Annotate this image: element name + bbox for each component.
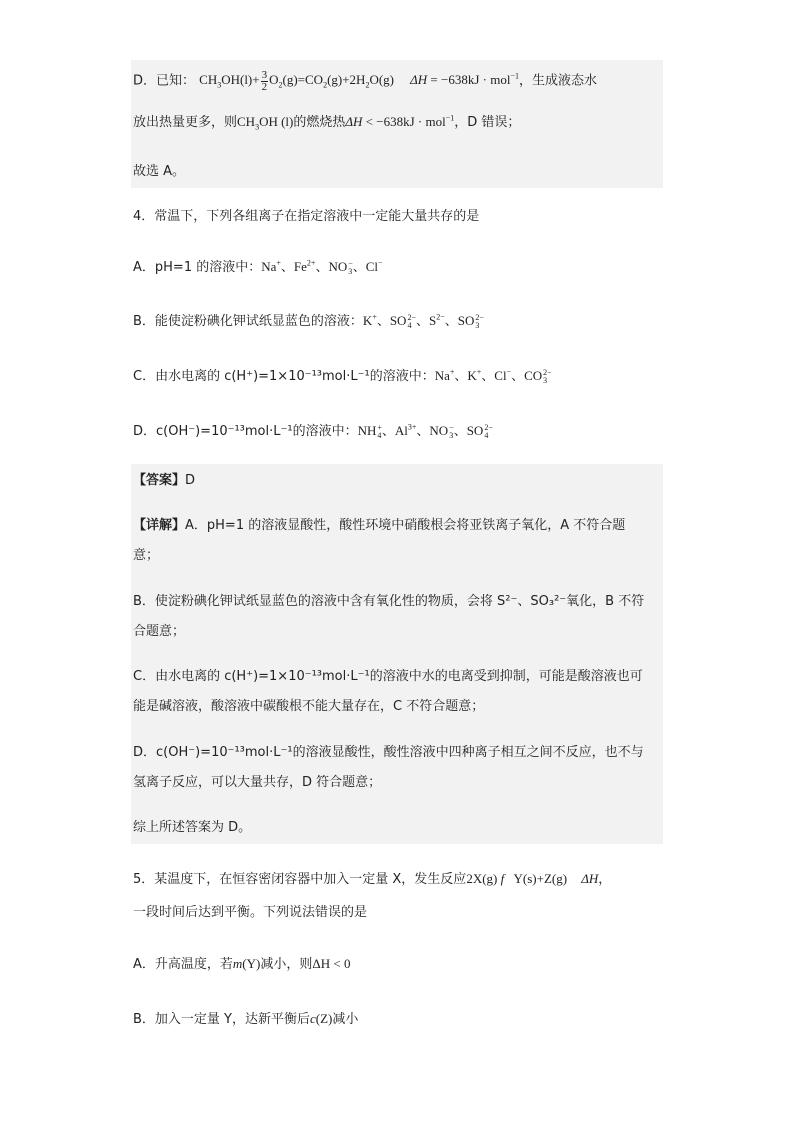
q4-option-d (133, 421, 493, 442)
detail-b-line2: 合题意； (133, 624, 186, 639)
answer-line (133, 471, 195, 491)
d-known-prefix: D．已知： (133, 73, 196, 89)
d-line2-text-c: ，D 错误； (454, 115, 521, 130)
q5-reaction: 2X(g) f Y(s)+Z(g) (466, 871, 568, 886)
d-line2-text-a: 放出热量更多，则 (133, 115, 238, 130)
detail-a-line2: 意； (133, 548, 160, 563)
d-line2-text-b: 的燃烧热 (293, 115, 346, 130)
q5-stem-b: ， (598, 872, 612, 887)
q4-b-ions: K+、SO 2− 4 、$S^{2-}$、SO 2− 3 (362, 312, 484, 331)
q5-option-b (133, 1009, 358, 1030)
q5-dh: ΔH (581, 871, 599, 886)
q5-a-cond: ΔH < 0 (312, 956, 351, 971)
q5-a-expr: m(Y) (232, 956, 261, 971)
q5-a-text-b: 减小，则 (260, 957, 313, 972)
q5-stem-line1 (133, 869, 611, 890)
q4-option-c (133, 366, 552, 387)
q4-c-cond: C．由水电离的 c(H⁺)=1×10⁻¹³mol·L⁻¹的溶液中： (133, 369, 435, 384)
q5-b-text-b: 减小 (332, 1012, 359, 1027)
detail-a-text: A．pH=1 的溶液显酸性，酸性环境中硝酸根会将亚铁离子氧化，A 不符合题 (185, 518, 626, 533)
detail-c-line2: 能是碱溶液，酸溶液中碳酸根不能大量存在，C 不符合题意； (133, 699, 485, 714)
d-known-dh: ΔH = −638kJ · mol$^{-1}$ (410, 72, 519, 88)
q4-d-ions: NH + 4 、$Al^{3+}$、NO − 3 、SO 2− 4 (357, 422, 493, 441)
q4-option-b (133, 311, 484, 332)
detail-d-line1: D．c(OH⁻)=10⁻¹³mol·L⁻¹的溶液显酸性，酸性溶液中四种离子相互之间不反应，也不与 (133, 745, 644, 760)
q4-d-cond: D．c(OH⁻)=10⁻¹³mol·L⁻¹的溶液中： (133, 424, 358, 439)
q4-b-cond: B．能使淀粉碘化钾试纸显蓝色的溶液： (133, 314, 363, 329)
d-known-reaction: $CH_3OH(l)+$ $\frac{3}{2}$ $O_2(g)=CO_2(g)+2H_2O(g)$ (199, 69, 394, 93)
q5-b-text-a: B．加入一定量 Y，达新平衡后 (133, 1012, 310, 1027)
q5-b-expr: c(Z) (310, 1011, 333, 1026)
detail-a-line1 (133, 516, 625, 536)
answer-label: 【答案】 (133, 473, 186, 488)
q5-stem-a: 5．某温度下，在恒容密闭容器中加入一定量 X，发生反应 (133, 872, 467, 887)
q4-stem: 4．常温下，下列各组离子在指定溶液中一定能大量共存的是 (133, 209, 480, 224)
detail-b-line1: B．使淀粉碘化钾试纸显蓝色的溶液中含有氧化性的物质，会将 S²⁻、SO₃²⁻氧化，B 不符 (133, 594, 645, 609)
d-known-line (133, 70, 597, 93)
detail-summary: 综上所述答案为 D。 (133, 820, 252, 835)
q5-a-text-a: A．升高温度，若 (133, 957, 233, 972)
q5-option-a (133, 954, 350, 975)
choose-a: 故选 A。 (133, 164, 186, 179)
detail-label: 【详解】 (133, 518, 186, 533)
q4-a-ions: Na+、$Fe^{2+}$、NO − 3 、Cl− (261, 258, 383, 277)
q4-a-cond: A．pH=1 的溶液中： (133, 260, 262, 275)
d-known-suffix: ，生成液态水 (518, 73, 597, 89)
d-line2-species: $CH_3OH$ (l) (237, 114, 294, 132)
q4-option-a (133, 257, 383, 278)
d-line2 (133, 112, 520, 133)
answer-value: D (185, 473, 196, 488)
detail-c-line1: C．由水电离的 c(H⁺)=1×10⁻¹³mol·L⁻¹的溶液中水的电离受到抑制，可能是酸溶液也可 (133, 669, 643, 684)
d-line2-dh: ΔH < −638kJ · mol$^{-1}$ (345, 113, 455, 129)
q4-c-ions: Na+、K+、Cl−、CO 2− 3 (434, 367, 552, 386)
detail-d-line2: 氢离子反应，可以大量共存，D 符合题意； (133, 775, 382, 790)
q5-stem-line2: 一段时间后达到平衡。下列说法错误的是 (133, 905, 368, 920)
